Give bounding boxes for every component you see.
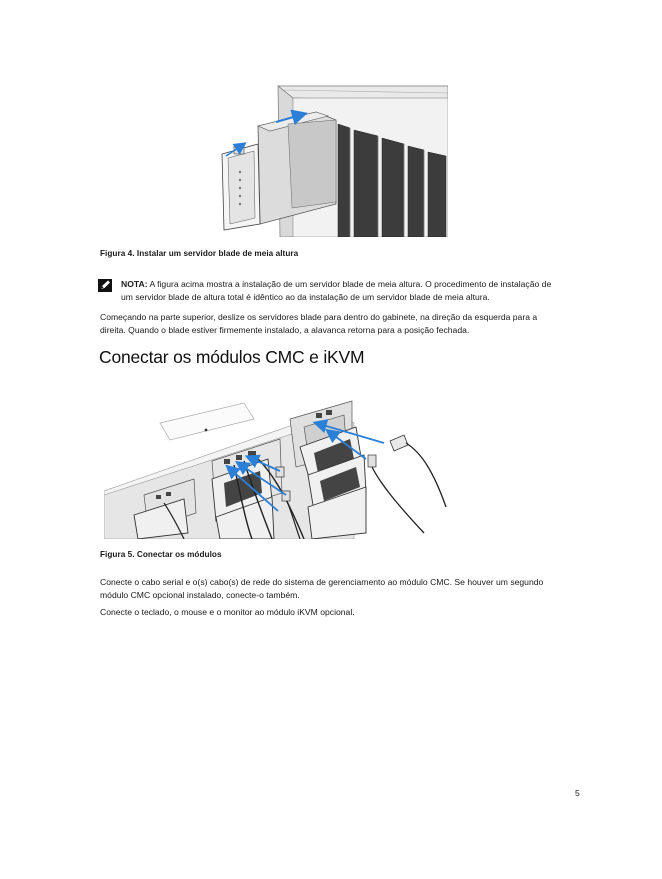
figure-4-illustration (218, 84, 448, 237)
paragraph-2-line-2: módulo CMC opcional instalado, conecte-o também. (100, 590, 300, 600)
pencil-icon (98, 279, 112, 292)
note-line-2: um servidor blade de altura total é idêntico ao da instalação de um servidor blade de meia altura. (121, 292, 490, 302)
paragraph-connect-ikvm: Conecte o teclado, o mouse e o monitor ao módulo iKVM opcional. (100, 607, 355, 617)
note-line-1: A figura acima mostra a instalação de um servidor blade de meia altura. O procedimento de instalação de (147, 279, 552, 289)
figure-4-caption: Figura 4. Instalar um servidor blade de meia altura (100, 249, 299, 258)
section-heading: Conectar os módulos CMC e iKVM (99, 347, 365, 367)
figure-5-caption: Figura 5. Conectar os módulos (100, 550, 222, 559)
paragraph-1-line-1: Começando na parte superior, deslize os servidores blade para dentro do gabinete, na direção da esquerda para a (100, 312, 538, 322)
note-label: NOTA: (121, 279, 148, 289)
paragraph-install-blades (100, 311, 580, 337)
paragraph-1-line-2: direita. Quando o blade estiver firmemente instalado, a alavanca retorna para a posição fechada. (100, 325, 470, 335)
page-number: 5 (575, 788, 580, 798)
paragraph-2-line-1: Conecte o cabo serial e o(s) cabo(s) de rede do sistema de gerenciamento ao módulo CMC. Se houver um segundo (100, 577, 544, 587)
paragraph-connect-cmc (100, 576, 580, 602)
figure-5-illustration (104, 383, 449, 539)
note-text (121, 278, 581, 304)
